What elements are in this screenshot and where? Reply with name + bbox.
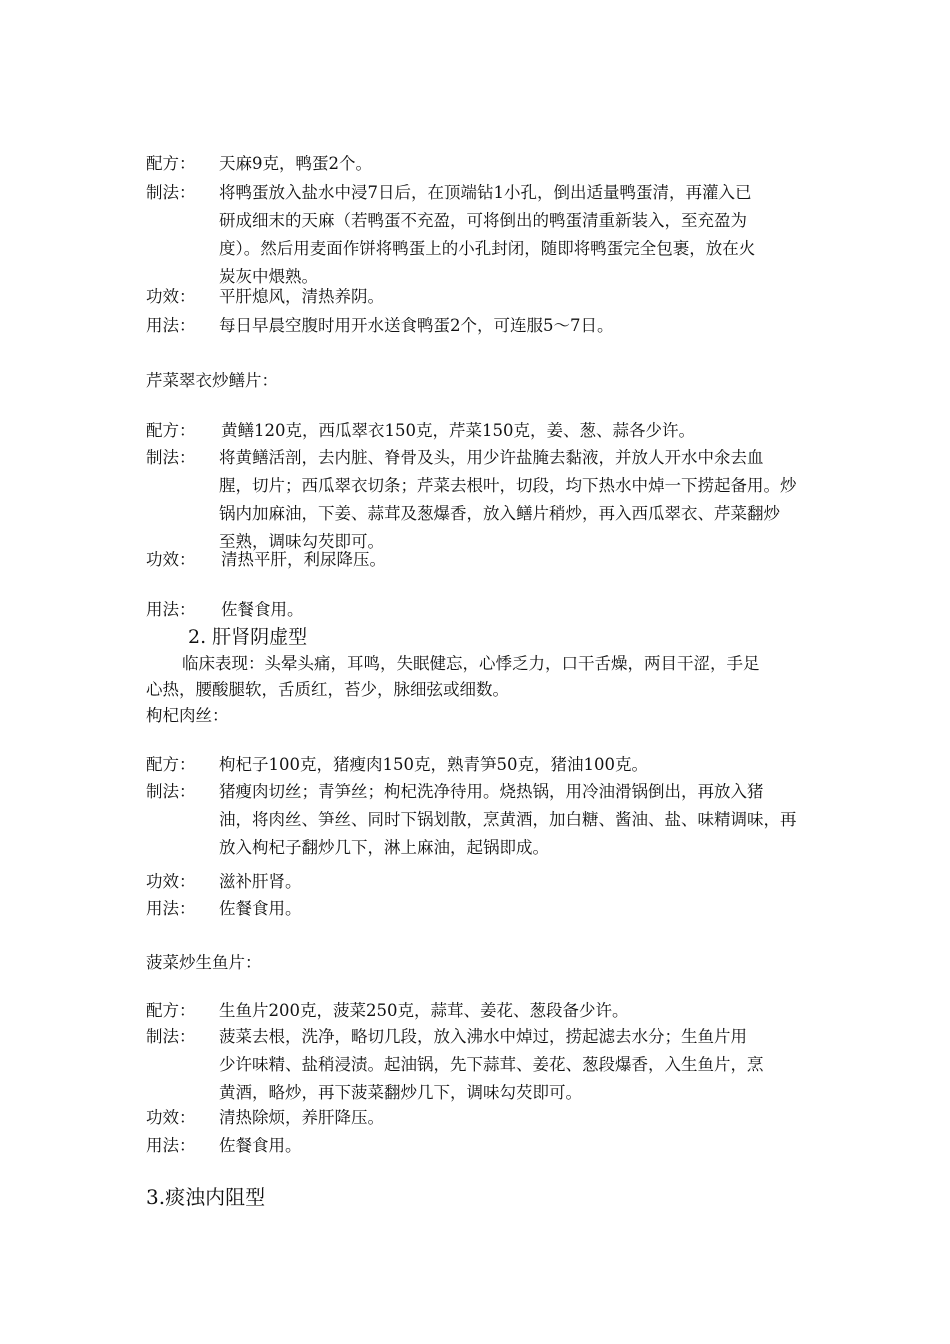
formula-label: 配方： [146,421,196,440]
formula-label: 配方： [146,154,196,173]
method-label: 制法： [146,448,196,467]
usage-label: 用法： [146,600,196,619]
method-line: 炭灰中煨熟。 [219,267,318,286]
formula-text: 生鱼片200克，菠菜250克，蒜茸、姜花、葱段备少许。 [219,1001,629,1020]
effect-text: 滋补肝肾。 [219,872,302,891]
usage-label: 用法： [146,899,196,918]
recipe-title: 枸杞肉丝： [146,706,229,725]
method-line: 将黄鳝活剖，去内脏、脊骨及头，用少许盐腌去黏液，并放人开水中氽去血 [219,448,764,467]
formula-text: 黄鳝120克，西瓜翠衣150克，芹菜150克，姜、葱、蒜各少许。 [221,421,695,440]
method-line: 研成细末的天麻（若鸭蛋不充盈，可将倒出的鸭蛋清重新装入，至充盈为 [219,211,747,230]
method-line: 黄酒，略炒，再下菠菜翻炒几下，调味勾芡即可。 [219,1083,582,1102]
usage-text: 佐餐食用。 [221,600,304,619]
method-line: 将鸭蛋放入盐水中浸7日后，在顶端钻1小孔，倒出适量鸭蛋清，再灌入已 [219,183,752,202]
method-line: 油，将肉丝、笋丝、同时下锅划散，烹黄酒，加白糖、酱油、盐、味精调味，再 [219,810,797,829]
method-line: 锅内加麻油，下姜、蒜茸及葱爆香，放入鳝片稍炒，再入西瓜翠衣、芹菜翻炒 [219,504,780,523]
method-text [219,778,854,862]
effect-text: 清热平肝，利尿降压。 [221,550,386,569]
method-line: 菠菜去根，洗净，略切几段，放入沸水中焯过，捞起滤去水分；生鱼片用 [219,1027,747,1046]
usage-label: 用法： [146,316,196,335]
method-text [219,1023,854,1107]
method-line: 少许味精、盐稍浸渍。起油锅，先下蒜茸、姜花、葱段爆香，入生鱼片，烹 [219,1055,764,1074]
usage-text: 佐餐食用。 [219,1136,302,1155]
formula-label: 配方： [146,1001,196,1020]
effect-label: 功效： [146,550,196,569]
method-label: 制法： [146,183,196,202]
clinical-text: 心热，腰酸腿软，舌质红，苔少，脉细弦或细数。 [146,680,509,699]
effect-text: 平肝熄风，清热养阴。 [219,287,384,306]
formula-text: 天麻9克，鸭蛋2个。 [219,154,372,173]
formula-text: 枸杞子100克，猪瘦肉150克，熟青笋50克，猪油100克。 [219,755,648,774]
method-text [219,179,854,291]
method-label: 制法： [146,1027,196,1046]
clinical-text: 临床表现：头晕头痛，耳鸣，失眠健忘，心悸乏力，口干舌燥，两目干涩，手足 [182,654,760,673]
formula-label: 配方： [146,755,196,774]
method-line: 腥，切片；西瓜翠衣切条；芹菜去根叶，切段，均下热水中焯一下捞起备用。炒 [219,476,797,495]
method-line: 至熟，调味勾芡即可。 [219,532,384,551]
effect-text: 清热除烦，养肝降压。 [219,1108,384,1127]
effect-label: 功效： [146,287,196,306]
recipe-title: 芹菜翠衣炒鳝片： [146,371,278,390]
method-line: 放入枸杞子翻炒几下，淋上麻油，起锅即成。 [219,838,549,857]
effect-label: 功效： [146,1108,196,1127]
method-label: 制法： [146,782,196,801]
usage-text: 每日早晨空腹时用开水送食鸭蛋2个，可连服5～7日。 [219,316,614,335]
usage-text: 佐餐食用。 [219,899,302,918]
section-heading: 3.痰浊内阻型 [146,1185,266,1209]
section-heading: 2. 肝肾阴虚型 [188,626,308,648]
recipe-title: 菠菜炒生鱼片： [146,953,262,972]
method-text [219,444,854,556]
usage-label: 用法： [146,1136,196,1155]
method-line: 度）。然后用麦面作饼将鸭蛋上的小孔封闭，随即将鸭蛋完全包裹，放在火 [219,239,756,258]
effect-label: 功效： [146,872,196,891]
method-line: 猪瘦肉切丝；青笋丝；枸杞洗净待用。烧热锅，用冷油滑锅倒出，再放入猪 [219,782,764,801]
